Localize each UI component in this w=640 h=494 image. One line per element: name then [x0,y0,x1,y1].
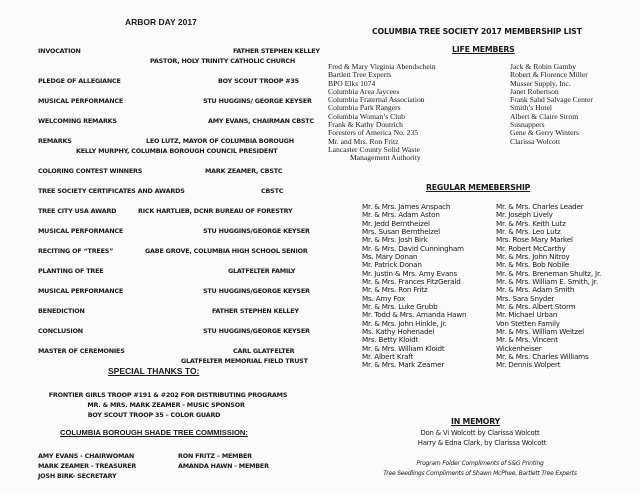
program-item-label: REMARKS [38,137,72,145]
regular-member: Mr. & Mrs. John Hinkle, Jr. [362,318,447,328]
life-member: Smith’s Hotel [510,103,552,113]
life-member: Columbia Fraternal Association [328,95,425,105]
program-item-value: AMY EVANS, CHAIRMAN CBSTC [208,117,314,125]
regular-member: Mrs. Rose Mary Markel [496,235,573,245]
regular-member: Mrs. Betty Kloidt [362,335,419,345]
life-member: Frank Sahd Salvage Center [510,95,593,105]
life-members-left [328,63,436,163]
regular-member: Mrs. Sara Snyder [496,293,555,303]
commission-member: AMANDA HAWN - MEMBER [178,462,269,470]
life-member: Bartlett Tree Experts [328,70,392,80]
regular-member: Mr. Todd & Mrs. Amanda Hawn [362,310,467,320]
regular-member: Mr. & Mrs. Mark Zeamer [362,360,445,370]
program-item-label: TREE SOCIETY CERTIFICATES AND AWARDS [38,187,185,195]
regular-member: Wickenheiser [496,343,542,353]
program-title: ARBOR DAY 2017 [125,17,197,27]
regular-member: Mr. & Mrs. Bob Nobile [496,260,570,270]
special-thanks-title: SPECIAL THANKS TO: [108,366,200,376]
program-item-value: BOY SCOUT TROOP #35 [218,77,299,85]
regular-member: Mr. & Mrs. Josh Birk [362,235,428,245]
regular-member: Mr. & Mrs. David Cunningham [362,243,464,253]
program-item-label: INVOCATION [38,47,81,55]
program-item-label: CONCLUSION [38,327,83,335]
regular-members-left [362,203,466,370]
regular-member: Mr. & Mrs. Charles Williams [496,351,589,361]
program-item-label: MUSICAL PERFORMANCE [38,287,124,295]
memory-line: Don & Vi Wolcott by Clarissa Wolcott [420,429,540,437]
regular-member: Mr. & Mrs. William Kloidt [362,343,445,353]
program-item-label: MUSICAL PERFORMANCE [38,227,124,235]
thanks-line: MR. & MRS. MARK ZEAMER - MUSIC SPONSOR [87,401,245,409]
life-member: Susnappers [510,120,545,130]
regular-member: Mr. Patrick Donan [362,260,422,270]
memory-line: Harry & Edna Clark, by Clarissa Wolcott [417,439,547,447]
program-item-value: PASTOR, HOLY TRINITY CATHOLIC CHURCH [150,57,296,65]
program-item-value: RICK HARTLIEB, DCNR BUREAU OF FORESTRY [138,207,293,215]
program-item-value: STU HUGGINS/ GEORGE KEYSER [203,97,312,105]
program-item-value: GLATFELTER FAMILY [228,267,296,275]
thanks-line: BOY SCOUT TROOP 35 – COLOR GUARD [87,411,221,419]
membership-column [320,0,640,494]
regular-member: Mr. & Mrs. James Anspach [362,202,451,211]
life-member: Mr. and Mrs. Ron Fritz [328,136,399,146]
regular-member: Mrs. Susan Berntheizel [362,226,440,236]
regular-member: Mr. & Mrs. Charles Leader [496,202,584,211]
commission-member: MARK ZEAMER - TREASURER [38,462,137,470]
life-member: Gene & Gerry Winters [510,128,579,138]
life-member: Columbia Park Rangers [328,103,401,113]
life-member: Foresters of America No. 235 [328,128,419,138]
life-member: Management Authority [350,153,421,163]
regular-member: Mr. Joseph Lively [496,210,553,220]
thanks-line: FRONTIER GIRLS TROOP #191 & #202 FOR DISTRIBUTING PROGRAMS [48,391,288,399]
life-member: Frank & Kathy Doutrich [328,120,403,130]
regular-member: Mr. Robert McCarthy [496,243,566,253]
program-item-value: FATHER STEPHEN KELLEY [233,47,320,55]
regular-member: Mr. Michael Urban [496,310,558,320]
regular-member: Mr. & Mrs. Frances FitzGerald [362,276,461,286]
program-item-value: LEO LUTZ, MAYOR OF COLUMBIA BOROUGH [146,137,294,145]
program-item-label: TREE CITY USA AWARD [38,207,117,215]
commission-title: COLUMBIA BOROUGH SHADE TREE COMMISSION: [60,428,248,437]
regular-member: Mr. & Mrs. Leo Lutz [496,226,561,236]
program-item-label: PLANTING OF TREE [38,267,104,275]
life-member: Columbia Woman’s Club [328,111,405,121]
regular-member: Mr. & Mrs. Vincent [496,335,558,345]
program-item-value: STU HUGGINS/GEORGE KEYSER [203,287,310,295]
commission-member: AMY EVANS - CHAIRWOMAN [38,452,135,460]
life-member: Jack & Robin Gamby [510,62,577,71]
program-item-value: MARK ZEAMER, CBSTC [205,167,283,175]
program-item-value: STU HUGGINS/GEORGE KEYSER [203,327,310,335]
regular-member: Mr. Jedd Berntheizel [362,218,430,228]
life-member: Columbia Area Jaycees [328,86,400,96]
regular-member: Mr. & Mrs. Luke Grubb [362,301,438,311]
program-item-label: MASTER OF CEREMONIES [38,347,125,355]
life-members-right [510,63,593,146]
life-member: Musser Supply, Inc. [510,78,571,88]
regular-member: Mr. & Mrs. Ron Fritz [362,285,428,295]
program-item-value: KELLY MURPHY, COLUMBIA BOROUGH COUNCIL PRESIDENT [76,147,278,155]
program-item-value: FATHER STEPHEN KELLEY [212,307,299,315]
program-item-value: GABE GROVE, COLUMBIA HIGH SCHOOL SENIOR [145,247,308,255]
regular-member: Mr. Justin & Mrs. Amy Evans [362,268,458,278]
program-item-value: CARL GLATFELTER [233,347,295,355]
program-item-value: CBSTC [261,187,284,195]
life-member: Lancaster County Solid Waste [328,144,420,154]
in-memory-title: IN MEMORY [451,417,501,426]
program-item-value: STU HUGGINS/GEORGE KEYSER [203,227,310,235]
life-member: Albert & Claire Strom [510,111,579,121]
regular-member: Mr. Dennis Wolpert [496,360,561,370]
membership-title: COLUMBIA TREE SOCIETY 2017 MEMBERSHIP LIST [372,27,582,36]
regular-member: Mr. & Mrs. William E. Smith, Jr. [496,276,598,286]
regular-member: Mr. & Mrs. Adam Aston [362,210,440,220]
footer-note: Program Folder Compliments of S&G Printing [416,460,544,467]
life-member: Janet Robertson [510,86,559,96]
life-members-title: LIFE MEMBERS [452,45,515,54]
regular-member: Mr. & Mrs. Keith Lutz [496,218,566,228]
regular-member: Mr. & Mrs. Albert Storm [496,301,576,311]
regular-member: Ms. Amy Fox [362,293,406,303]
regular-member: Ms. Kathy Hohenadel [362,326,435,336]
program-item-label: COLORING CONTEST WINNERS [38,167,143,175]
commission-member: RON FRITZ – MEMBER [178,452,252,460]
life-member: Clarissa Wolcott [510,136,561,146]
program-item-value: GLATFELTER MEMORIAL FIELD TRUST [181,357,308,365]
regular-members-right [496,203,601,370]
program-item-label: BENEDICTION [38,307,85,315]
program-item-label: RECITING OF “TREES” [38,247,114,255]
life-member: Fred & Mary Virginia Abendschein [328,62,436,71]
regular-member: Mr. & Mrs. John Nitroy [496,251,570,261]
regular-member: Ms. Mary Donan [362,251,418,261]
regular-membership-title: REGULAR MEMEBERSHIP [426,183,531,192]
regular-member: Mr. & Mrs. Adam Smith [496,285,575,295]
life-member: BPO Elks 1074 [328,78,376,88]
program-item-label: WELCOMING REMARKS [38,117,117,125]
program-item-label: PLEDGE OF ALLEGIANCE [38,77,121,85]
program-item-label: MUSICAL PERFORMANCE [38,97,124,105]
life-member: Robert & Florence Miller [510,70,588,80]
footer-note: Tree Seedlings Compliments of Shawn McPhee, Bartlett Tree Experts [383,470,577,477]
regular-member: Mr. & Mrs. William Weitzel [496,326,584,336]
commission-member: JOSH BIRK- SECRETARY [38,472,117,480]
regular-member: Von Stetten Family [496,318,560,328]
regular-member: Mr. & Mrs. Breneman Shultz, Jr. [496,268,602,278]
regular-member: Mr. Albert Kraft [362,351,414,361]
